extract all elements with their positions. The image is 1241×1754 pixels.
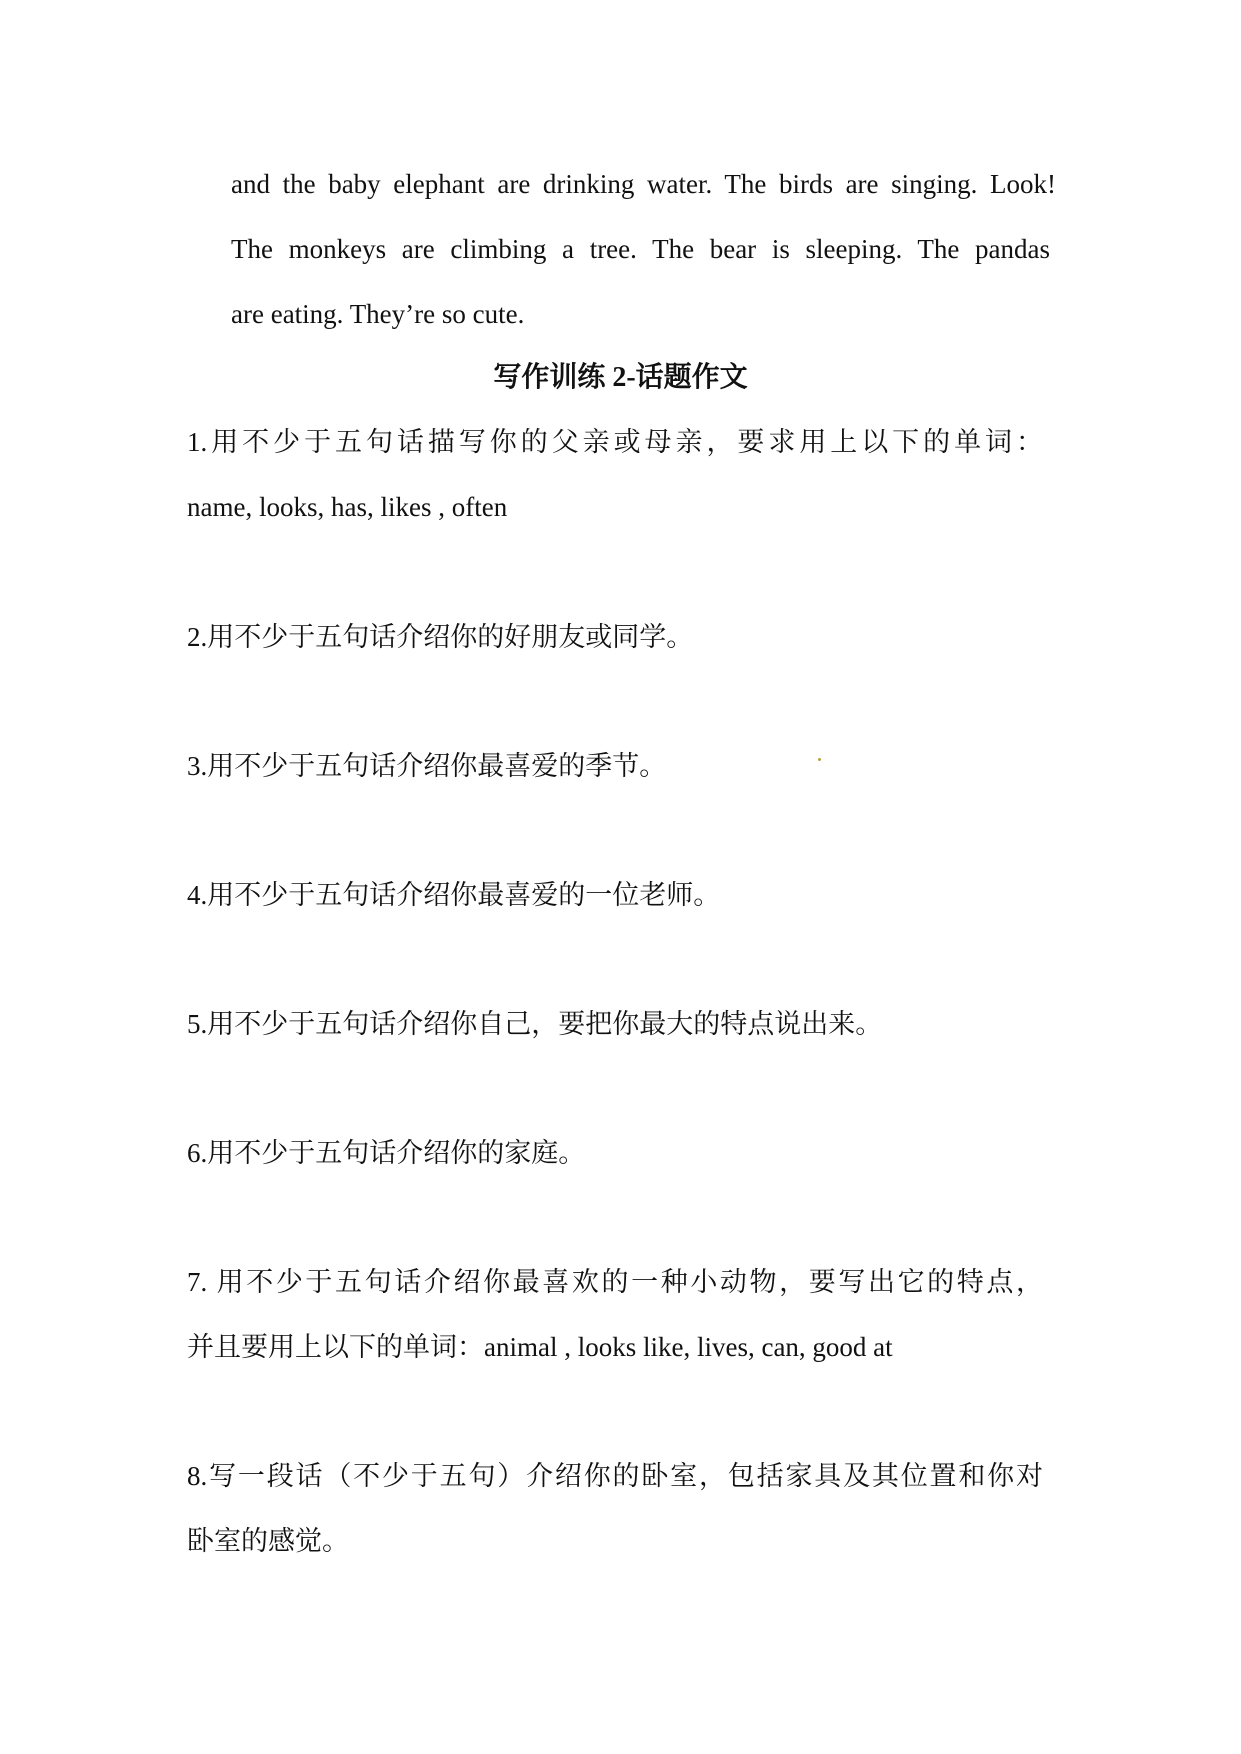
passage-line-1: and the baby elephant are drinking water. The birds are singing. Look! (231, 169, 1056, 199)
task-2: 2.用不少于五句话介绍你的好朋友或同学。 (187, 622, 694, 652)
task-6: 6.用不少于五句话介绍你的家庭。 (187, 1138, 586, 1168)
stray-dot-mark (818, 758, 821, 761)
section-title: 写作训练 2-话题作文 (493, 362, 748, 393)
task-8-line-2: 卧室的感觉。 (187, 1526, 349, 1556)
task-3: 3.用不少于五句话介绍你最喜爱的季节。 (187, 751, 667, 781)
passage-line-2: The monkeys are climbing a tree. The bear is sleeping. The pandas (231, 234, 1050, 264)
task-1-line-2: name, looks, has, likes , often (187, 492, 508, 522)
task-1-line-1: 1.用不少于五句话描写你的父亲或母亲，要求用上以下的单词： (187, 427, 1043, 457)
task-7-line-2: 并且要用上以下的单词：animal , looks like, lives, can, good at (187, 1332, 893, 1362)
task-4: 4.用不少于五句话介绍你最喜爱的一位老师。 (187, 880, 721, 910)
task-5: 5.用不少于五句话介绍你自己，要把你最大的特点说出来。 (187, 1009, 883, 1039)
task-8-line-1: 8.写一段话（不少于五句）介绍你的卧室，包括家具及其位置和你对 (187, 1461, 1043, 1491)
task-7-line-1: 7. 用不少于五句话介绍你最喜欢的一种小动物，要写出它的特点， (187, 1267, 1043, 1297)
passage-line-3: are eating. They’re so cute. (231, 299, 525, 329)
